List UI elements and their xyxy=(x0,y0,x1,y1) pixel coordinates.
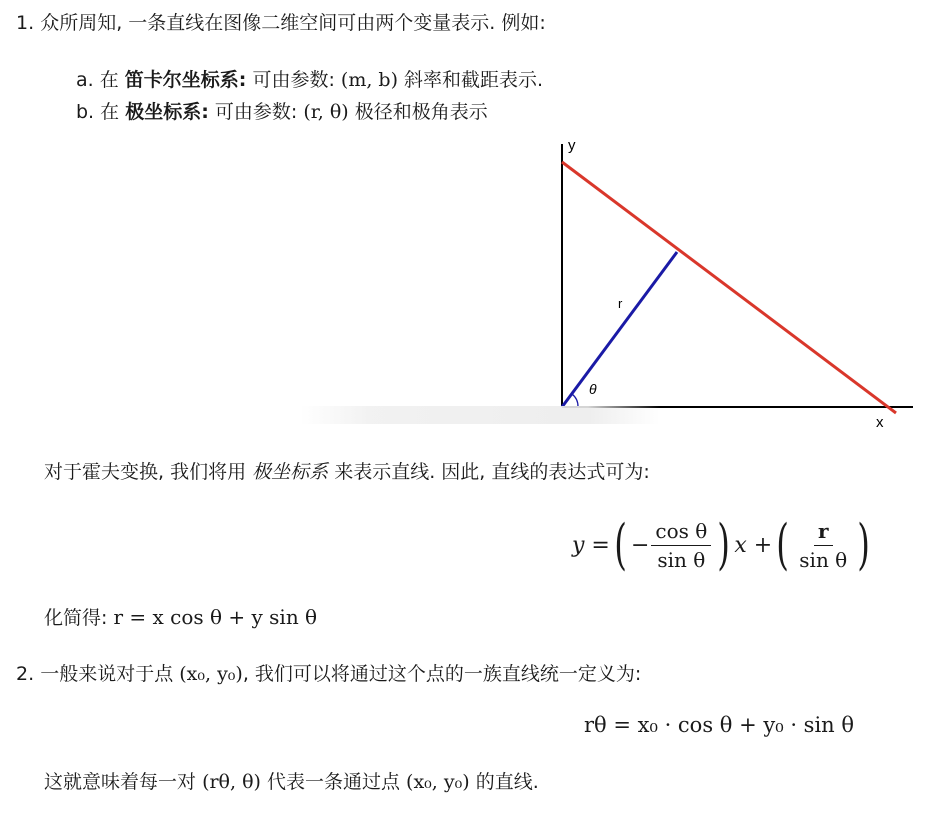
x-axis-label: x xyxy=(876,414,884,431)
item1b-post: 极径和极角表示 xyxy=(354,101,488,123)
faint-divider xyxy=(300,406,660,424)
para1-line xyxy=(44,460,650,484)
eq1-mid: x + xyxy=(734,532,773,558)
item1a-math: (m, b) xyxy=(340,69,398,91)
eq1-lparen-1: ( xyxy=(614,513,627,576)
eq1-den2: sin θ xyxy=(799,547,848,572)
item1-text: 众所周知, 一条直线在图像二维空间可由两个变量表示. 例如: xyxy=(40,12,546,34)
y-axis-label: y xyxy=(568,137,576,154)
item1a-bold: 笛卡尔坐标系: xyxy=(124,69,247,91)
eq1-den1: sin θ xyxy=(657,547,706,572)
item2-line xyxy=(16,662,641,686)
para2-math2: (x₀, y₀) xyxy=(406,771,470,793)
item1a-marker: a. xyxy=(76,69,94,91)
eq2-math: rθ = x₀ · cos θ + y₀ · sin θ xyxy=(584,713,855,737)
equation-2 xyxy=(584,711,854,739)
eq1-minus: − xyxy=(630,532,650,558)
eq1-fraction-2 xyxy=(795,519,851,572)
item2-number: 2. xyxy=(16,663,35,685)
theta-label: θ xyxy=(589,381,597,397)
item1a-post: 斜率和截距表示. xyxy=(404,69,544,91)
eq1-lhs: y = xyxy=(572,532,610,558)
item1b-math: (r, θ) xyxy=(303,101,349,123)
item2-pre: 一般来说对于点 xyxy=(40,663,174,685)
item1a-pre: 在 xyxy=(99,69,119,91)
item2-math: (x₀, y₀) xyxy=(179,663,243,685)
item1-number: 1. xyxy=(16,12,35,34)
item1b-mid: 可由参数: xyxy=(214,101,298,123)
radius-segment xyxy=(562,252,677,407)
para2-line xyxy=(44,770,539,794)
equation-1 xyxy=(572,510,874,580)
para2-mid: 代表一条通过点 xyxy=(266,771,400,793)
item2-post: , 我们可以将通过这个点的一族直线统一定义为: xyxy=(242,663,642,685)
hough-line xyxy=(562,162,896,413)
item1b-marker: b. xyxy=(76,101,95,123)
para1-post: 来表示直线. 因此, 直线的表达式可为: xyxy=(334,461,650,483)
polar-line-diagram xyxy=(540,132,920,432)
simplify-math: r = x cos θ + y sin θ xyxy=(113,605,318,629)
eq1-rparen-2: ) xyxy=(857,513,871,576)
item1a-mid: 可由参数: xyxy=(252,69,335,91)
eq1-num1: cos θ xyxy=(651,519,711,546)
para1-italic: 极坐标系 xyxy=(252,461,329,483)
para2-math1: (rθ, θ) xyxy=(202,771,261,793)
eq1-num2: r xyxy=(814,519,833,546)
item1a-line xyxy=(76,68,543,92)
r-label: r xyxy=(618,296,623,311)
item1b-line xyxy=(76,100,488,124)
simplify-line xyxy=(44,605,317,630)
item1b-pre: 在 xyxy=(100,101,120,123)
item1-line xyxy=(16,11,546,35)
eq1-rparen-1: ) xyxy=(717,513,731,576)
simplify-label: 化简得: xyxy=(44,607,108,629)
eq1-fraction-1 xyxy=(651,519,711,572)
para2-post: 的直线. xyxy=(475,771,539,793)
para1-pre: 对于霍夫变换, 我们将用 xyxy=(44,461,247,483)
para2-pre: 这就意味着每一对 xyxy=(44,771,197,793)
item1b-bold: 极坐标系: xyxy=(125,101,209,123)
eq1-lparen-2: ( xyxy=(776,513,790,576)
